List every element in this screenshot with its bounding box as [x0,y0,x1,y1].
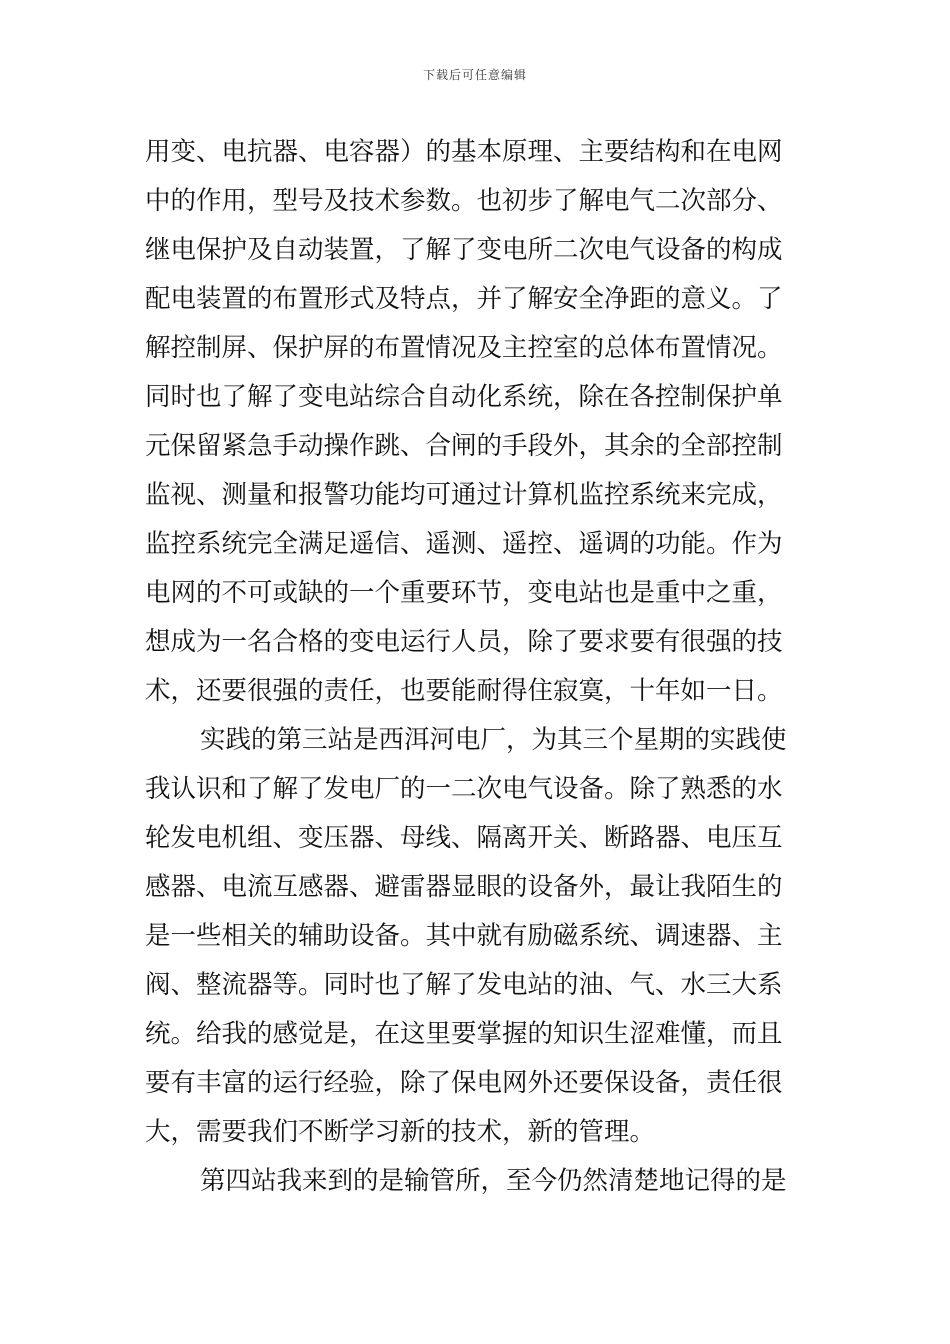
page-header-note: 下载后可任意编辑 [422,68,527,82]
paragraph-first-line: 第四站我来到的是输管所，至今仍然清楚地记得的是 [200,1166,787,1196]
text-line: 统。给我的感觉是，在这里要掌握的知识生涩难懂，而且 [145,1019,783,1049]
text-line: 术，还要很强的责任，也要能耐得住寂寞，十年如一日。 [145,676,783,706]
text-line: 配电装置的布置形式及特点，并了解安全净距的意义。了 [145,284,783,314]
text-line: 阀、整流器等。同时也了解了发电站的油、气、水三大系 [145,970,783,1000]
text-line: 监视、测量和报警功能均可通过计算机监控系统来完成， [145,480,783,510]
text-line: 我认识和了解了发电厂的一二次电气设备。除了熟悉的水 [145,774,783,804]
text-line: 用变、电抗器、电容器）的基本原理、主要结构和在电网 [145,137,783,167]
text-line: 想成为一名合格的变电运行人员，除了要求要有很强的技 [145,627,783,657]
text-line: 同时也了解了变电站综合自动化系统，除在各控制保护单 [145,382,783,412]
paragraph-first-line: 实践的第三站是西洱河电厂，为其三个星期的实践使 [200,725,787,755]
text-line: 轮发电机组、变压器、母线、隔离开关、断路器、电压互 [145,823,783,853]
text-line: 解控制屏、保护屏的布置情况及主控室的总体布置情况。 [145,333,783,363]
text-line: 电网的不可或缺的一个重要环节，变电站也是重中之重， [145,578,783,608]
text-line: 是一些相关的辅助设备。其中就有励磁系统、调速器、主 [145,921,783,951]
document-body [145,128,810,1206]
text-line: 元保留紧急手动操作跳、合闸的手段外，其余的全部控制 [145,431,783,461]
text-line: 中的作用，型号及技术参数。也初步了解电气二次部分、 [145,186,783,216]
text-line: 感器、电流互感器、避雷器显眼的设备外，最让我陌生的 [145,872,783,902]
text-line: 继电保护及自动装置，了解了变电所二次电气设备的构成 [145,235,783,265]
text-line: 监控系统完全满足遥信、遥测、遥控、遥调的功能。作为 [145,529,783,559]
text-line: 要有丰富的运行经验，除了保电网外还要保设备，责任很 [145,1068,783,1098]
text-line: 大，需要我们不断学习新的技术，新的管理。 [145,1117,656,1147]
